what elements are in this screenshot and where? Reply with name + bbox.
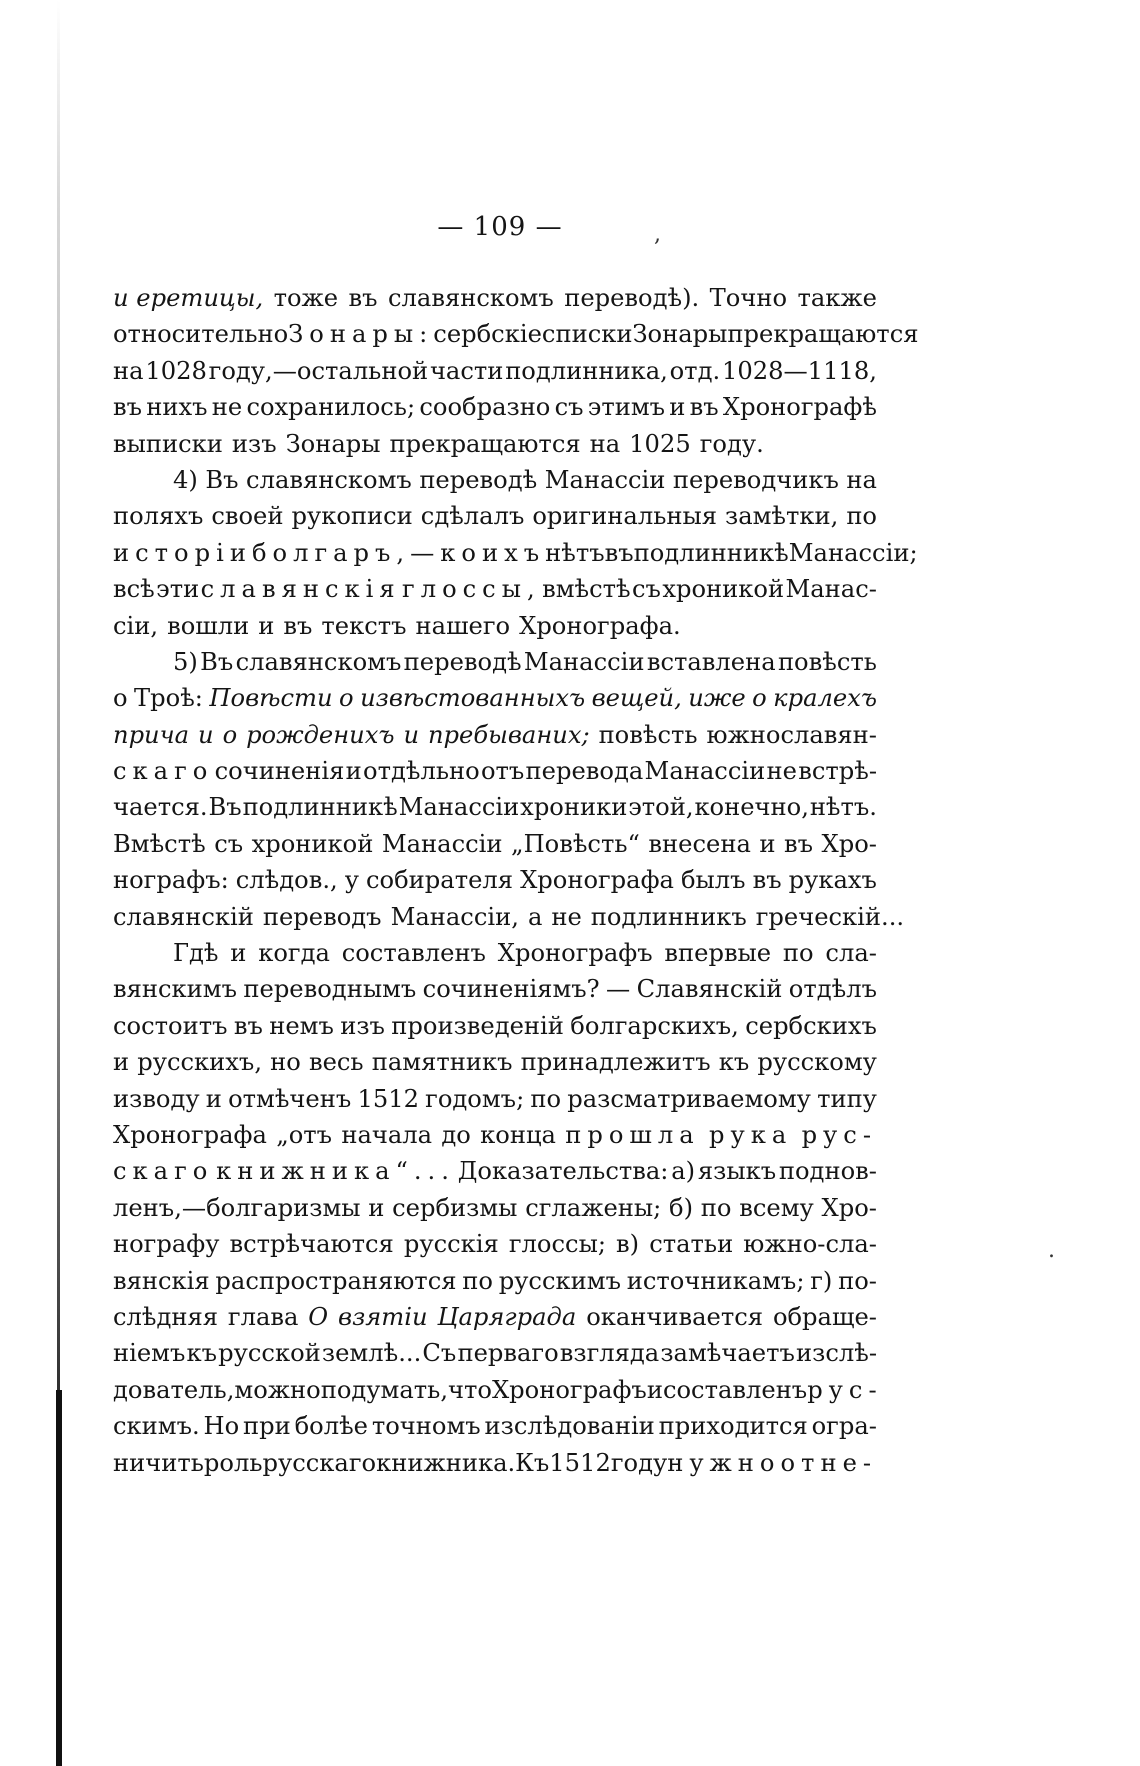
stray-mark-comma: , [654, 222, 661, 247]
text-line [113, 1226, 877, 1262]
word: 5) [173, 647, 198, 676]
word: этимъ [587, 393, 666, 422]
word: и [198, 720, 214, 749]
text-line [113, 1335, 877, 1371]
word: и [205, 1084, 222, 1113]
word: впервые [664, 939, 772, 968]
word: замѣчаетъ [660, 1339, 795, 1368]
text-line [113, 971, 877, 1007]
word: рукахъ [788, 866, 877, 895]
word: скаго [113, 757, 214, 786]
word: годомъ; [425, 1084, 525, 1113]
word: съ [214, 829, 244, 858]
word: огра- [811, 1412, 877, 1441]
word: дователь, [113, 1375, 235, 1404]
word: славянскомъ [235, 647, 402, 676]
word: повѣсть [777, 647, 877, 676]
word: Манассіи, [390, 902, 519, 931]
word: и [113, 1048, 130, 1077]
word: приходится [658, 1412, 808, 1441]
word: Съ [422, 1339, 457, 1368]
word: году [610, 1448, 668, 1477]
word: взгляда [559, 1339, 660, 1368]
word: Славянскій [636, 975, 783, 1004]
word: Хронографа [520, 866, 674, 895]
text-line [113, 1372, 883, 1408]
word: и [759, 829, 776, 858]
word: вставлена [646, 647, 776, 676]
word: распространяются [215, 1266, 457, 1295]
word: южно-сла- [743, 1230, 877, 1259]
word: книжника“... [216, 1157, 455, 1186]
word: конечно, [694, 793, 809, 822]
word: отъ [480, 757, 525, 786]
text-line [113, 1153, 877, 1189]
word: вошли [167, 611, 250, 640]
word: списки [541, 320, 633, 349]
word: 4) [173, 465, 198, 494]
word: Но [203, 1412, 240, 1441]
word: изслѣдованіи [484, 1412, 655, 1441]
word: подлинникъ [590, 902, 747, 931]
text-line [113, 316, 919, 352]
word: рус- [807, 1375, 883, 1404]
word: пребываних; [427, 720, 590, 749]
word: отдѣлъ [788, 975, 877, 1004]
word: Манассіи [544, 465, 666, 494]
word: славянскій [113, 902, 254, 931]
word: ніемъ [113, 1339, 186, 1368]
word: изводу [113, 1084, 200, 1113]
word: в) [616, 1230, 640, 1259]
word: переводѣ). [564, 284, 700, 312]
word: и [403, 720, 420, 749]
word: слѣдняя [113, 1302, 219, 1331]
word: а) [671, 1157, 696, 1186]
word: тоже [273, 284, 339, 312]
word: ленъ,—болгаризмы [113, 1193, 361, 1222]
word: болѣе [294, 1412, 368, 1441]
word: Въ [200, 647, 234, 676]
text-line [113, 1190, 877, 1226]
word: Манассіи; [788, 538, 918, 567]
word: глоссы; [508, 1230, 606, 1259]
word: съ [632, 575, 661, 604]
word: текстъ [321, 611, 407, 640]
word: слѣдов., [235, 866, 338, 895]
word: Хронографъ [497, 939, 653, 968]
word: всѣ [113, 575, 155, 604]
word: но [270, 1048, 301, 1077]
word: отмѣченъ [228, 1084, 352, 1113]
word: русскія [403, 1230, 499, 1259]
word: 1512 [549, 1448, 611, 1477]
word: поляхъ [113, 502, 204, 531]
word: сербскихъ [745, 1011, 877, 1040]
word: на [846, 465, 877, 494]
text-line [113, 426, 877, 462]
word: замѣтки, [725, 502, 839, 531]
word: части [429, 356, 504, 385]
word: Хронографѣ [722, 393, 877, 422]
word: по [462, 1266, 493, 1295]
word: рожденихъ [246, 720, 395, 749]
word: всему [739, 1193, 814, 1222]
word: перевода [525, 757, 644, 786]
word: славянскомъ [388, 284, 554, 312]
word: Манассіи [644, 757, 766, 786]
word: Хро- [821, 1193, 877, 1222]
word: и еретицы, [113, 284, 264, 312]
word: Въ [205, 465, 239, 494]
word: сла- [825, 939, 877, 968]
word: по [782, 939, 814, 968]
word: сглажены; [525, 1193, 662, 1222]
word: исторіи [113, 538, 252, 567]
text-line [113, 1408, 877, 1444]
word: глоссы, [402, 575, 541, 604]
word: году,—остальной [208, 356, 429, 385]
text-line [113, 498, 877, 534]
word: и [345, 757, 362, 786]
word: по [846, 502, 877, 531]
word: своей [211, 502, 284, 531]
text-line [113, 571, 877, 607]
word: перваго [457, 1339, 559, 1368]
word: вещей, [591, 684, 682, 713]
word: 1512 [357, 1084, 419, 1113]
word: нографу [113, 1230, 220, 1259]
word: состоитъ [113, 1011, 228, 1040]
word: русскихъ, [137, 1048, 263, 1077]
word: скаго [113, 1157, 214, 1186]
word: языкъ [697, 1157, 777, 1186]
word: Въ [208, 793, 242, 822]
text-line [113, 1044, 877, 1080]
word: сохранилось; [246, 393, 416, 422]
word: Хронографъ [491, 1375, 647, 1404]
word: нѣтъ. [809, 793, 877, 822]
word: у [344, 866, 359, 895]
word: также [797, 284, 877, 312]
word: Зонары: [288, 320, 434, 349]
word: 1028 [145, 356, 207, 385]
word: оригинальныя [532, 502, 718, 531]
word: русскаго [262, 1448, 377, 1477]
word: славянскія [200, 575, 401, 604]
word: относительно [113, 320, 289, 349]
word: о [752, 684, 767, 713]
word: отд. [669, 356, 721, 385]
word: Хронографа. [519, 611, 681, 640]
word: о [222, 720, 238, 749]
word: нографъ: [113, 866, 229, 895]
word: взятіи [338, 1302, 428, 1331]
word: 1025 [629, 429, 691, 458]
word: въ [604, 538, 634, 567]
word: Зонары [285, 429, 381, 458]
word: Точно [709, 284, 788, 312]
word: переводнымъ [243, 975, 417, 1004]
word: книжника. [376, 1448, 516, 1477]
word: и [669, 393, 686, 422]
word: разсматриваемому [567, 1084, 811, 1113]
word: русской [218, 1339, 321, 1368]
text-line [113, 935, 877, 971]
word: изъ [340, 1011, 385, 1040]
word: Троѣ: [134, 684, 203, 713]
word: О [308, 1302, 329, 1331]
word: изъ [231, 429, 277, 458]
word: году. [699, 429, 764, 458]
word: переводчикъ [672, 465, 839, 494]
text-line [113, 280, 877, 316]
word: и [230, 939, 247, 968]
word: русскому [757, 1048, 877, 1077]
word: переводѣ [419, 465, 538, 494]
text-line [113, 753, 877, 789]
word: о [339, 684, 354, 713]
text-line [113, 1263, 877, 1299]
word: съ [554, 393, 584, 422]
word: г) [810, 1266, 833, 1295]
word: нужно [667, 1448, 781, 1477]
word: сочиненія [214, 757, 345, 786]
stray-mark-dot: . [1048, 1238, 1055, 1263]
word: — [606, 975, 631, 1004]
word: южнославян- [706, 720, 877, 749]
text-line [113, 717, 877, 753]
word: подлинникѣ [633, 538, 789, 567]
word: нашего [415, 611, 511, 640]
word: вянскимъ [113, 975, 237, 1004]
word: въ [113, 393, 143, 422]
word: къ [186, 1339, 218, 1368]
word: произведеній [391, 1011, 564, 1040]
word: въ [752, 866, 782, 895]
word: типу [817, 1084, 877, 1113]
word: подлинника, [505, 356, 668, 385]
word: составленъ [341, 939, 486, 968]
word: Вмѣстѣ [113, 829, 206, 858]
word: когда [258, 939, 330, 968]
text-line [113, 899, 905, 935]
word: на [589, 429, 621, 458]
word: и [258, 611, 275, 640]
word: точномъ [371, 1412, 481, 1441]
text-line [113, 1117, 877, 1153]
word: подумать, [320, 1375, 449, 1404]
word: кралехъ [773, 684, 877, 713]
word: до [441, 1120, 471, 1149]
word: изслѣ- [796, 1339, 877, 1368]
word: прекращаются [389, 429, 581, 458]
text-line [113, 789, 877, 825]
word: о [113, 684, 128, 713]
word: при [243, 1412, 291, 1441]
word: Манас- [785, 575, 877, 604]
body-text [113, 280, 919, 1481]
text-line [113, 462, 877, 498]
word: и [368, 1193, 385, 1222]
word: рукописи [291, 502, 413, 531]
word: ничить [113, 1448, 204, 1477]
word: Къ [515, 1448, 550, 1477]
word: прошла [565, 1120, 700, 1149]
word: въ [784, 829, 814, 858]
word: рука [709, 1120, 793, 1149]
text-line [113, 1008, 877, 1044]
scan-binding-shadow [56, 1390, 62, 1766]
word: Зонары [632, 320, 728, 349]
word: скимъ. [113, 1412, 200, 1441]
word: повѣсть [598, 720, 698, 749]
word: Гдѣ [173, 939, 219, 968]
word: начала [341, 1120, 433, 1149]
word: источникамъ; [626, 1266, 805, 1295]
word: этой, [628, 793, 694, 822]
word: конца [480, 1120, 556, 1149]
word: нихъ [146, 393, 208, 422]
word: на [113, 356, 144, 385]
text-line [113, 608, 877, 644]
word: Манассіи [523, 647, 645, 676]
word: землѣ... [321, 1339, 422, 1368]
word: къ [718, 1048, 750, 1077]
word: а [527, 902, 543, 931]
word: не [211, 393, 243, 422]
word: сообразно [419, 393, 551, 422]
word: поднов- [778, 1157, 877, 1186]
word: статьи [649, 1230, 734, 1259]
word: Хро- [821, 829, 877, 858]
word: въ [689, 393, 719, 422]
text-line [113, 862, 877, 898]
word: что [448, 1375, 492, 1404]
word: болгарскихъ, [570, 1011, 739, 1040]
word: 1028—1118, [721, 356, 877, 385]
word: хроникой [662, 575, 785, 604]
word: „Повѣсть“ [511, 829, 640, 858]
word: былъ [680, 866, 746, 895]
word: въ [233, 1011, 263, 1040]
word: сіи, [113, 611, 159, 640]
word: чается. [113, 793, 208, 822]
word: иже [688, 684, 746, 713]
word: сербизмы [392, 1193, 518, 1222]
word: Повѣсти [209, 684, 333, 713]
text-line [113, 1299, 877, 1335]
text-line [113, 535, 918, 571]
word: можно [234, 1375, 321, 1404]
word: отне- [780, 1448, 878, 1477]
word: Хронографа [113, 1120, 267, 1149]
word: весь [308, 1048, 364, 1077]
text-line [113, 826, 877, 862]
word: въ [348, 284, 378, 312]
word: Доказательства: [457, 1157, 669, 1186]
word: б) [669, 1193, 694, 1222]
text-line [113, 353, 877, 389]
word: хроникой [251, 829, 374, 858]
word: въ [283, 611, 313, 640]
word: составленъ [662, 1375, 808, 1404]
word: эти [156, 575, 200, 604]
word: обраще- [772, 1302, 877, 1331]
word: переводѣ [403, 647, 522, 676]
word: рус- [801, 1120, 877, 1149]
word: внесена [648, 829, 751, 858]
word: роль [203, 1448, 263, 1477]
word: прекращаются [727, 320, 919, 349]
word: глава [227, 1302, 299, 1331]
word: славянскомъ [246, 465, 412, 494]
word: принадлежитъ [520, 1048, 711, 1077]
word: Манассіи [398, 793, 520, 822]
word: хроники [520, 793, 628, 822]
word: собирателя [366, 866, 514, 895]
word: вмѣстѣ [542, 575, 631, 604]
word: сочиненіямъ? [422, 975, 600, 1004]
word: прича [113, 720, 190, 749]
word: вянскія [113, 1266, 210, 1295]
text-line [113, 644, 877, 680]
word: отдѣльно [363, 757, 480, 786]
word: встрѣчаются [229, 1230, 394, 1259]
text-line [113, 1445, 877, 1481]
word: переводъ [262, 902, 382, 931]
word: выписки [113, 429, 223, 458]
word: Царяграда [437, 1302, 577, 1331]
word: памятникъ [371, 1048, 513, 1077]
word: не [551, 902, 582, 931]
word: подлинникѣ [242, 793, 398, 822]
word: сербскіе [433, 320, 542, 349]
word: греческій... [755, 902, 905, 931]
word: по [700, 1193, 732, 1222]
word: болгаръ,—коихъ [251, 538, 546, 567]
word: Манассіи [381, 829, 503, 858]
page-number: — 109 — [437, 212, 563, 242]
word: сдѣлалъ [420, 502, 525, 531]
word: не [766, 757, 797, 786]
word: по [530, 1084, 562, 1113]
word: и [646, 1375, 663, 1404]
text-line [113, 1081, 877, 1117]
word: немъ [269, 1011, 334, 1040]
word: по- [838, 1266, 877, 1295]
text-line [113, 389, 877, 425]
word: встрѣ- [798, 757, 877, 786]
word: „отъ [276, 1120, 333, 1149]
word: нѣтъ [545, 538, 605, 567]
text-line [113, 680, 877, 716]
word: русскимъ [498, 1266, 621, 1295]
word: оканчивается [586, 1302, 764, 1331]
word: извѣстованныхъ [360, 684, 586, 713]
